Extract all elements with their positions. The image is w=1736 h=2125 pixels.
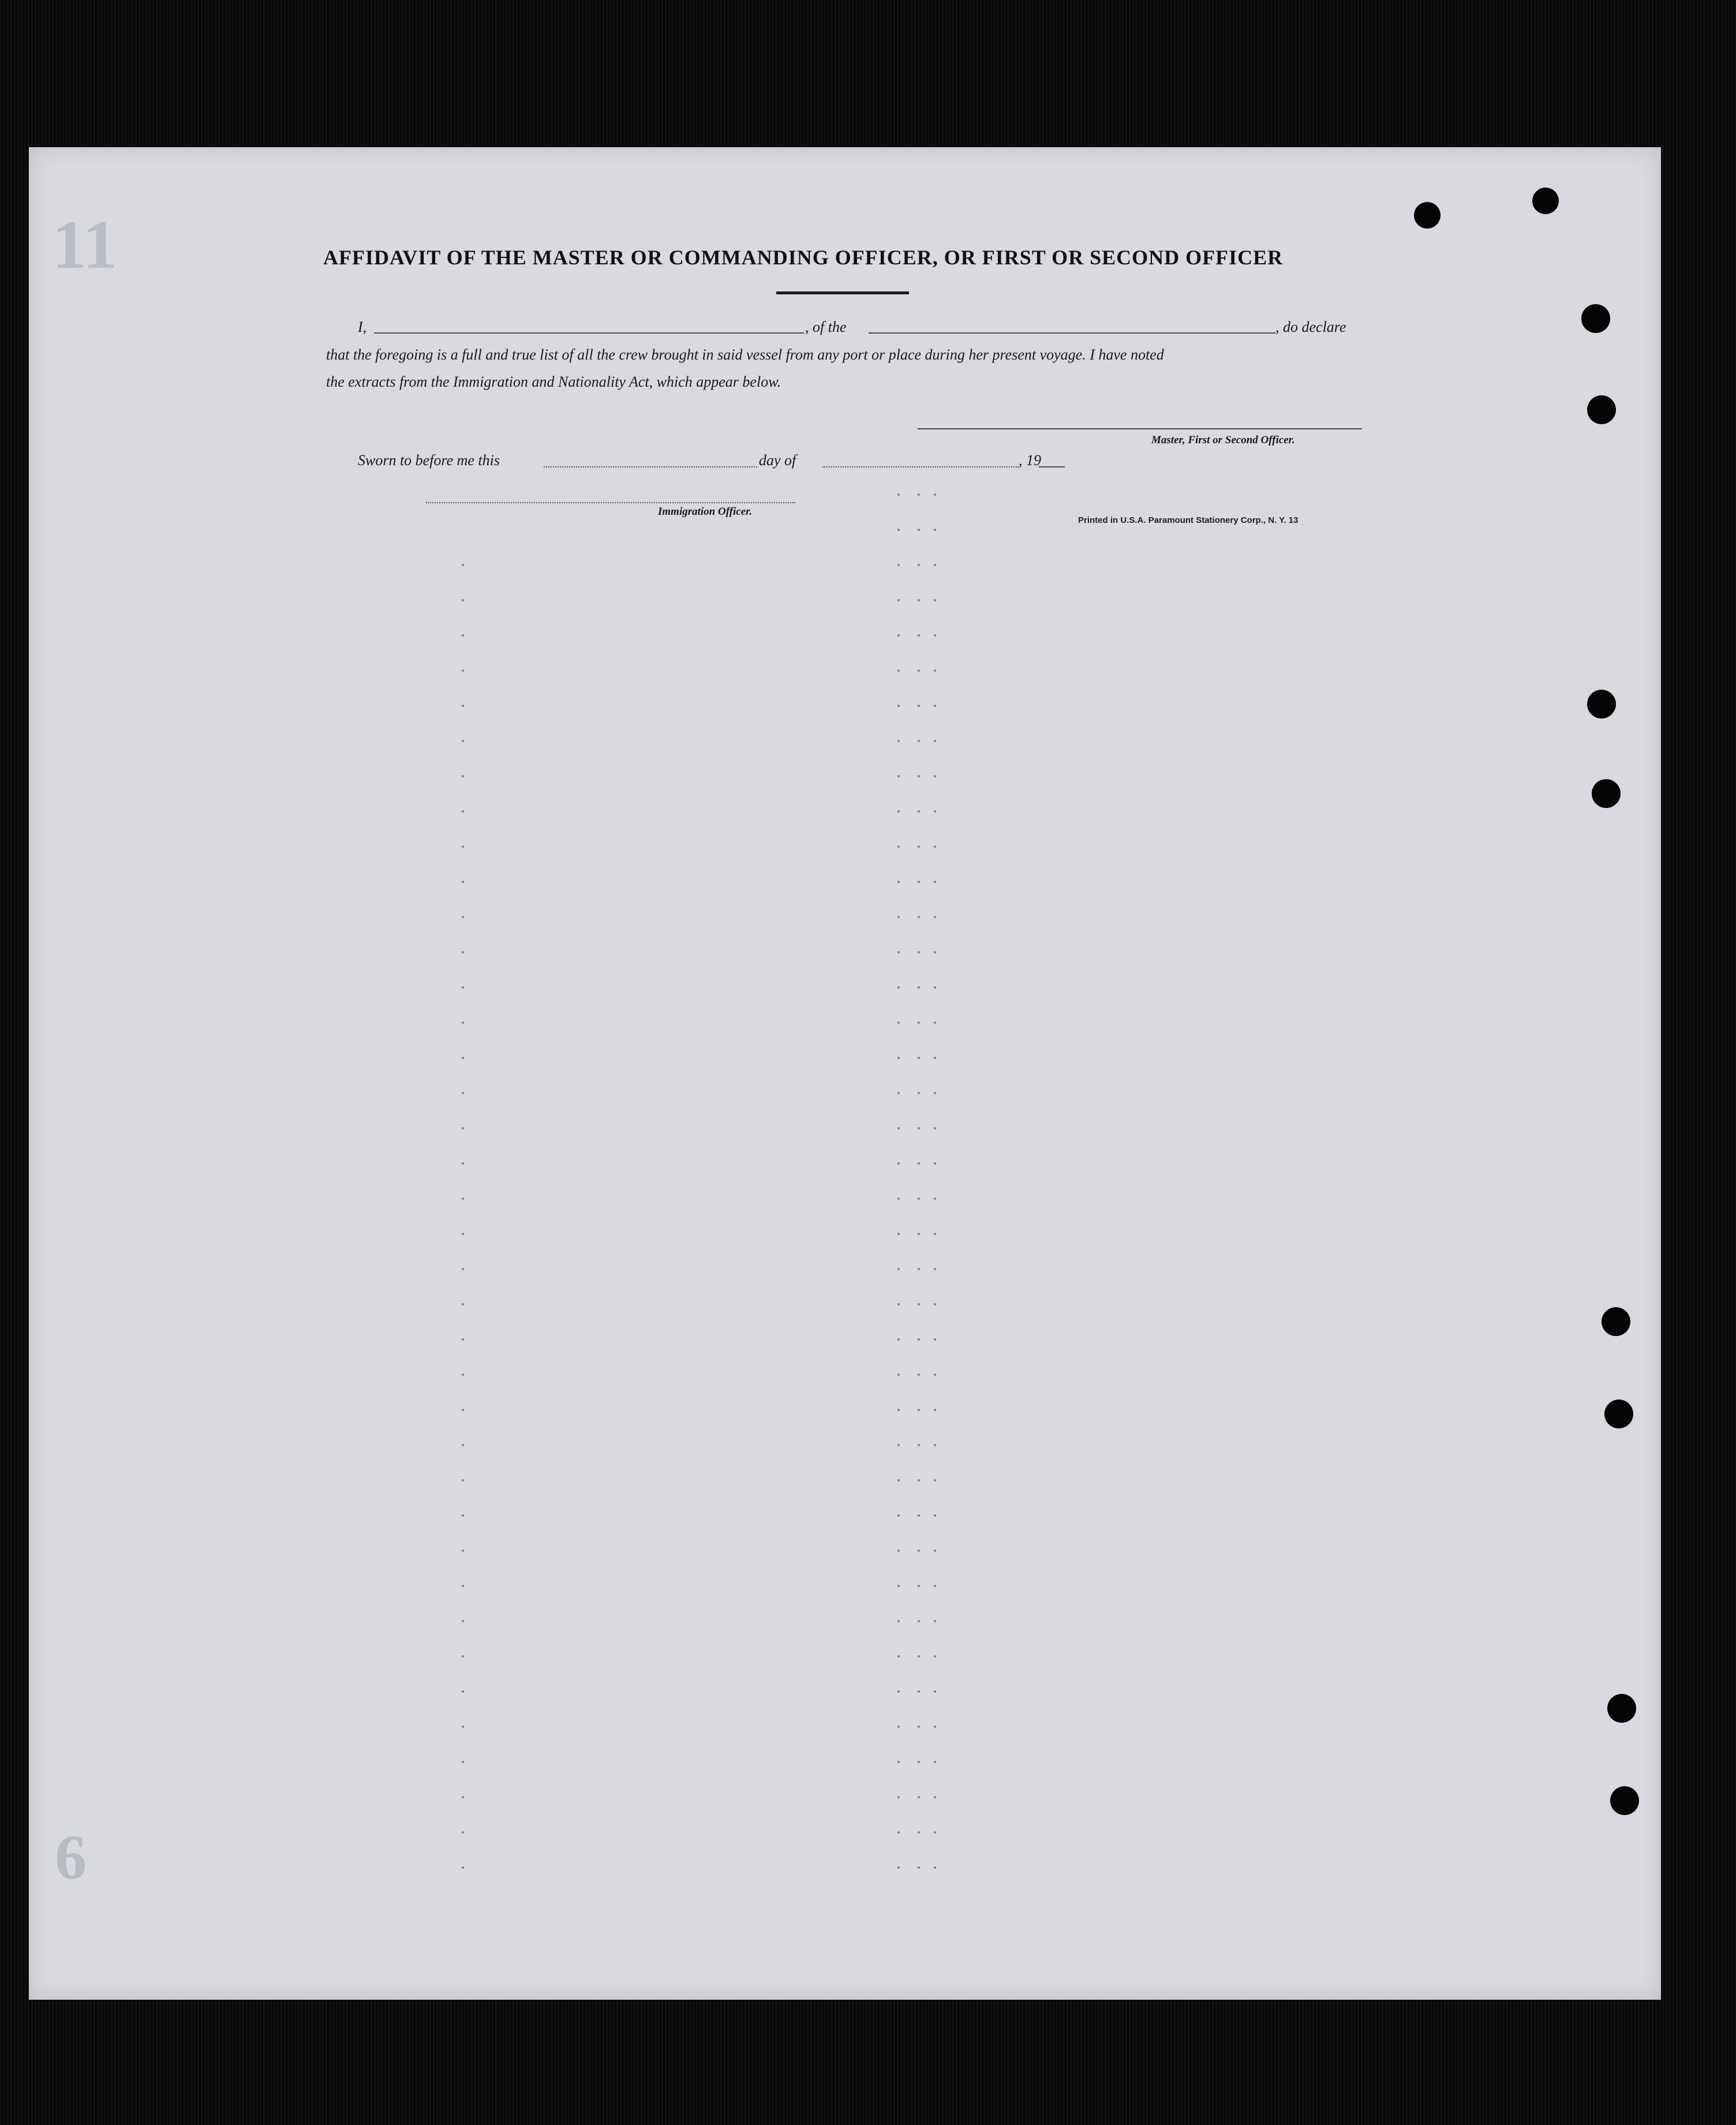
bleed-through-dot (934, 1338, 936, 1341)
bleed-through-dot (462, 1127, 464, 1129)
bleed-through-dot (462, 1479, 464, 1481)
bleed-through-dot (462, 669, 464, 672)
bleed-through-dot (897, 1268, 900, 1270)
bleed-through-dot (918, 1022, 920, 1024)
bleed-through-dot (462, 881, 464, 883)
bleed-through-dot (934, 1092, 936, 1094)
declaration-of-the-label: , of the (805, 319, 847, 335)
punch-hole-icon (1414, 202, 1441, 229)
bleed-through-dot (462, 1620, 464, 1622)
bleed-through-dot (918, 1444, 920, 1446)
bleed-through-dot (462, 1761, 464, 1763)
bleed-through-dot (918, 599, 920, 601)
sworn-day-field[interactable] (544, 466, 757, 467)
bleed-through-dot (934, 916, 936, 918)
bleed-through-dot (934, 669, 936, 672)
bleed-through-dot (462, 1585, 464, 1587)
punch-hole-icon (1604, 1400, 1633, 1428)
bleed-through-dot (918, 810, 920, 813)
sworn-year-label: , 19 (1019, 452, 1041, 469)
bleed-through-dot (462, 951, 464, 953)
bleed-through-dot (462, 775, 464, 777)
bleed-through-dot (934, 845, 936, 848)
immigration-officer-caption: Immigration Officer. (658, 506, 753, 518)
bleed-through-dot (897, 1761, 900, 1763)
bleed-through-dot (462, 1268, 464, 1270)
bleed-through-dot (462, 1374, 464, 1376)
bleed-through-dot (918, 1268, 920, 1270)
bleed-through-dot (918, 1233, 920, 1235)
bleed-through-dot (897, 1057, 900, 1059)
bleed-through-dot (897, 1092, 900, 1094)
bleed-through-dot (934, 493, 936, 496)
bleed-through-dot (462, 810, 464, 813)
bleed-through-dot (918, 1761, 920, 1763)
bleed-through-dot (462, 564, 464, 566)
bleed-through-dot (918, 740, 920, 742)
bleed-through-mark: 11 (52, 206, 118, 283)
punch-hole-icon (1607, 1694, 1636, 1723)
bleed-through-dot (462, 1655, 464, 1658)
bleed-through-dot (462, 1233, 464, 1235)
bleed-through-dot (897, 1162, 900, 1165)
bleed-through-dot (934, 1726, 936, 1728)
bleed-through-dot (462, 916, 464, 918)
bleed-through-dot (462, 1831, 464, 1834)
bleed-through-dot (462, 1726, 464, 1728)
bleed-through-dot (934, 564, 936, 566)
bleed-through-dot (897, 1198, 900, 1200)
bleed-through-dot (462, 1690, 464, 1693)
bleed-through-dot (934, 1761, 936, 1763)
bleed-through-dot (897, 493, 900, 496)
punch-hole-icon (1610, 1786, 1639, 1815)
bleed-through-dot (918, 1162, 920, 1165)
sworn-prefix-label: Sworn to before me this (358, 452, 500, 469)
bleed-through-dot (934, 1550, 936, 1552)
bleed-through-dot (897, 1022, 900, 1024)
bleed-through-dot (918, 634, 920, 637)
bleed-through-dot (897, 1127, 900, 1129)
bleed-through-dot (934, 1162, 936, 1165)
bleed-through-dot (897, 1409, 900, 1411)
bleed-through-dot (918, 1514, 920, 1517)
bleed-through-dot (897, 1620, 900, 1622)
bleed-through-dot (897, 1831, 900, 1834)
bleed-through-dot (462, 1514, 464, 1517)
bleed-through-dot (934, 740, 936, 742)
punch-hole-icon (1602, 1307, 1630, 1336)
bleed-through-dots (29, 147, 1661, 2000)
bleed-through-dot (918, 529, 920, 531)
bleed-through-dot (918, 1585, 920, 1587)
bleed-through-dot (462, 986, 464, 989)
bleed-through-dot (934, 986, 936, 989)
bleed-through-dot (897, 1374, 900, 1376)
title-underline (776, 291, 909, 294)
bleed-through-dot (462, 1198, 464, 1200)
bleed-through-dot (918, 986, 920, 989)
bleed-through-dot (897, 1479, 900, 1481)
bleed-through-dot (934, 1620, 936, 1622)
bleed-through-dot (934, 1831, 936, 1834)
bleed-through-dot (918, 881, 920, 883)
bleed-through-dot (918, 1866, 920, 1869)
bleed-through-dot (934, 1127, 936, 1129)
bleed-through-dot (897, 1690, 900, 1693)
affidavit-title: AFFIDAVIT OF THE MASTER OR COMMANDING OFFICER, OR FIRST OR SECOND OFFICER (323, 246, 1284, 269)
bleed-through-dot (934, 634, 936, 637)
bleed-through-dot (918, 705, 920, 707)
bleed-through-dot (918, 1092, 920, 1094)
bleed-through-dot (918, 1338, 920, 1341)
punch-hole-icon (1532, 188, 1559, 214)
document-page (29, 147, 1661, 2000)
bleed-through-dot (934, 1866, 936, 1869)
sworn-month-field[interactable] (822, 466, 1019, 467)
punch-hole-icon (1581, 304, 1610, 333)
bleed-through-dot (934, 1268, 936, 1270)
bleed-through-dot (918, 951, 920, 953)
declaration-line-2: that the foregoing is a full and true list of all the crew brought in said vessel from any port or place during her present voyage. I have noted (326, 346, 1164, 363)
bleed-through-dot (897, 1550, 900, 1552)
bleed-through-dot (897, 1233, 900, 1235)
bleed-through-dot (897, 1655, 900, 1658)
bleed-through-dot (918, 1620, 920, 1622)
bleed-through-dot (918, 1057, 920, 1059)
bleed-through-dot (934, 1514, 936, 1517)
bleed-through-dot (934, 775, 936, 777)
bleed-through-dot (918, 1796, 920, 1798)
sworn-year-field[interactable] (1039, 466, 1065, 467)
bleed-through-dot (462, 1092, 464, 1094)
bleed-through-dot (462, 1338, 464, 1341)
bleed-through-dot (918, 1127, 920, 1129)
declaration-line-3: the extracts from the Immigration and Nationality Act, which appear below. (326, 373, 781, 390)
bleed-through-dot (934, 1057, 936, 1059)
bleed-through-dot (462, 1409, 464, 1411)
bleed-through-dot (462, 845, 464, 848)
sworn-day-of-label: day of (759, 452, 796, 469)
bleed-through-dot (897, 810, 900, 813)
bleed-through-dot (934, 1233, 936, 1235)
bleed-through-dot (897, 529, 900, 531)
bleed-through-dot (462, 1550, 464, 1552)
bleed-through-dot (934, 1022, 936, 1024)
officer-name-field[interactable] (374, 332, 804, 334)
bleed-through-dot (462, 599, 464, 601)
bleed-through-dot (918, 916, 920, 918)
bleed-through-dot (897, 564, 900, 566)
bleed-through-dot (462, 1796, 464, 1798)
master-signature-field[interactable] (918, 428, 1362, 429)
bleed-through-dot (934, 1585, 936, 1587)
bleed-through-dot (934, 1374, 936, 1376)
bleed-through-dot (462, 1444, 464, 1446)
bleed-through-dot (918, 1831, 920, 1834)
bleed-through-dot (897, 669, 900, 672)
bleed-through-dot (934, 881, 936, 883)
bleed-through-dot (897, 705, 900, 707)
bleed-through-dot (918, 1374, 920, 1376)
bleed-through-dot (918, 1655, 920, 1658)
bleed-through-dot (897, 1514, 900, 1517)
vessel-name-field[interactable] (869, 332, 1275, 334)
bleed-through-dot (897, 951, 900, 953)
bleed-through-dot (897, 1444, 900, 1446)
bleed-through-dot (462, 705, 464, 707)
bleed-through-dot (934, 951, 936, 953)
bleed-through-dot (934, 1690, 936, 1693)
bleed-through-dot (918, 1303, 920, 1305)
bleed-through-dot (897, 1726, 900, 1728)
declaration-declare-label: , do declare (1275, 319, 1346, 335)
bleed-through-dot (934, 1479, 936, 1481)
bleed-through-dot (918, 1479, 920, 1481)
bleed-through-dot (918, 1550, 920, 1552)
bleed-through-dot (897, 1585, 900, 1587)
declaration-i-label: I, (358, 319, 367, 335)
punch-hole-icon (1587, 395, 1616, 424)
bleed-through-dot (897, 1303, 900, 1305)
bleed-through-dot (462, 1057, 464, 1059)
bleed-through-dot (462, 1303, 464, 1305)
bleed-through-dot (934, 1444, 936, 1446)
bleed-through-dot (918, 493, 920, 496)
bleed-through-dot (462, 1022, 464, 1024)
bleed-through-dot (462, 1162, 464, 1165)
bleed-through-dot (934, 529, 936, 531)
bleed-through-dot (897, 775, 900, 777)
bleed-through-dot (462, 1866, 464, 1869)
bleed-through-dot (918, 564, 920, 566)
bleed-through-dot (934, 810, 936, 813)
bleed-through-dot (934, 1655, 936, 1658)
bleed-through-dot (897, 881, 900, 883)
punch-hole-icon (1587, 690, 1616, 719)
master-signature-caption: Master, First or Second Officer. (1151, 434, 1295, 446)
bleed-through-dot (897, 986, 900, 989)
bleed-through-dot (918, 845, 920, 848)
bleed-through-dot (918, 775, 920, 777)
bleed-through-dot (934, 705, 936, 707)
bleed-through-dot (918, 1409, 920, 1411)
bleed-through-dot (897, 1796, 900, 1798)
bleed-through-dot (897, 634, 900, 637)
bleed-through-dot (934, 1409, 936, 1411)
bleed-through-dot (897, 916, 900, 918)
bleed-through-dot (897, 1338, 900, 1341)
bleed-through-mark-bottom: 6 (55, 1822, 87, 1892)
bleed-through-dot (897, 740, 900, 742)
printer-imprint: Printed in U.S.A. Paramount Stationery Corp., N. Y. 13 (1078, 515, 1299, 525)
bleed-through-dot (934, 1303, 936, 1305)
bleed-through-dot (897, 1866, 900, 1869)
bleed-through-dot (934, 1796, 936, 1798)
bleed-through-dot (918, 1726, 920, 1728)
punch-hole-icon (1592, 779, 1621, 808)
bleed-through-dot (462, 740, 464, 742)
bleed-through-dot (897, 845, 900, 848)
bleed-through-dot (934, 1198, 936, 1200)
bleed-through-dot (918, 1690, 920, 1693)
bleed-through-dot (897, 599, 900, 601)
immigration-officer-signature-field[interactable] (426, 502, 795, 503)
bleed-through-dot (462, 634, 464, 637)
bleed-through-dot (918, 669, 920, 672)
bleed-through-dot (918, 1198, 920, 1200)
bleed-through-dot (934, 599, 936, 601)
